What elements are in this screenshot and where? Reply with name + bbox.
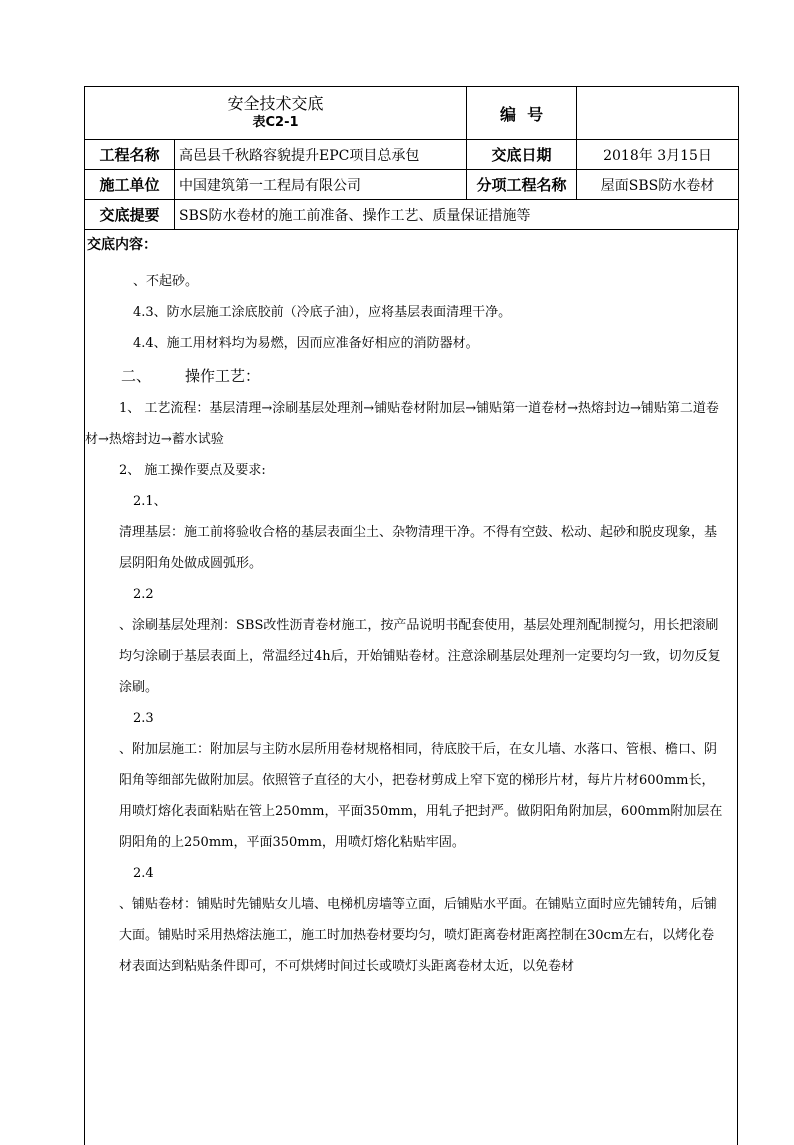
section-2-heading [85,359,737,393]
summary-label: 交底提要 [85,200,175,230]
project-name-value: 高邑县千秋路容貌提升EPC项目总承包 [175,140,467,170]
subproject-value: 屋面SBS防水卷材 [577,170,739,200]
section-2-1-text: 清理基层：施工前将验收合格的基层表面尘土、杂物清理干净。不得有空鼓、松动、起砂和脱皮现象，基层阴阳角处做成圆弧形。 [119,525,718,571]
number-label: 编 号 [467,87,577,140]
number-value [577,87,739,140]
construction-unit-label: 施工单位 [85,170,175,200]
construction-unit-value: 中国建筑第一工程局有限公司 [175,170,467,200]
summary-value: SBS防水卷材的施工前准备、操作工艺、质量保证措施等 [175,200,739,230]
project-name-label: 工程名称 [85,140,175,170]
briefing-date-label: 交底日期 [467,140,577,170]
header-table [84,86,739,230]
safety-briefing-form [84,86,738,1145]
title-cell [85,87,467,140]
section-2-3-text: 、附加层施工：附加层与主防水层所用卷材规格相同，待底胶干后，在女儿墙、水落口、管根、檐口、阴阳角等细部先做附加层。依照管子直径的大小，把卷材剪成上窄下宽的梯形片材，每片片材600mm长，用喷灯熔化表面粘贴在管上250mm，平面350mm，用轧子把封严。做阴阳角附加层，600mm附加层在阴阳角的上250mm，平面350mm，用喷灯熔化粘贴牢固。 [119,742,723,850]
subproject-label: 分项工程名称 [467,170,577,200]
section-2-4-text: 、铺贴卷材：铺贴时先铺贴女儿墙、电梯机房墙等立面，后铺贴水平面。在铺贴立面时应先铺转角，后铺大面。铺贴时采用热熔法施工，施工时加热卷材要均匀，喷灯距离卷材距离控制在30cm左右，以烤化卷材表面达到粘贴条件即可，不可烘烤时间过长或喷灯头距离卷材太近，以免卷材 [119,897,718,974]
section-2-number: 二、 [121,367,152,385]
section-2-title: 操作工艺： [185,367,261,385]
briefing-date-value: 2018年 3月15日 [577,140,739,170]
content-line-1: 、不起砂。 [133,274,199,289]
operation-points-title: 2、 施工操作要点及要求: [119,463,266,478]
section-2-2-number: 2.2 [133,587,154,602]
section-2-2-text: 、涂刷基层处理剂：SBS改性沥青卷材施工，按产品说明书配套使用，基层处理剂配制搅匀，用长把滚刷均匀涂刷于基层表面上，常温经过4h后，开始铺贴卷材。注意涂刷基层处理剂一定要均匀一致，切勿反复涂刷。 [119,618,721,695]
content-box [84,230,738,1145]
section-2-1-number: 2.1、 [133,494,167,509]
content-line-3: 4.4、施工用材料均为易燃，因而应准备好相应的消防器材。 [133,336,479,351]
form-title: 安全技术交底 [227,94,324,113]
form-code: 表C2-1 [252,115,299,130]
section-2-3-number: 2.3 [133,711,154,726]
content-line-2: 4.3、防水层施工涂底胶前（冷底子油），应将基层表面清理干净。 [133,305,512,320]
section-2-4-number: 2.4 [133,866,154,881]
content-heading: 交底内容： [87,237,157,253]
process-flow: 1、 工艺流程：基层清理→涂刷基层处理剂→铺贴卷材附加层→铺贴第一道卷材→热熔封边→铺贴第二道卷材→热熔封边→蓄水试验 [85,401,719,447]
